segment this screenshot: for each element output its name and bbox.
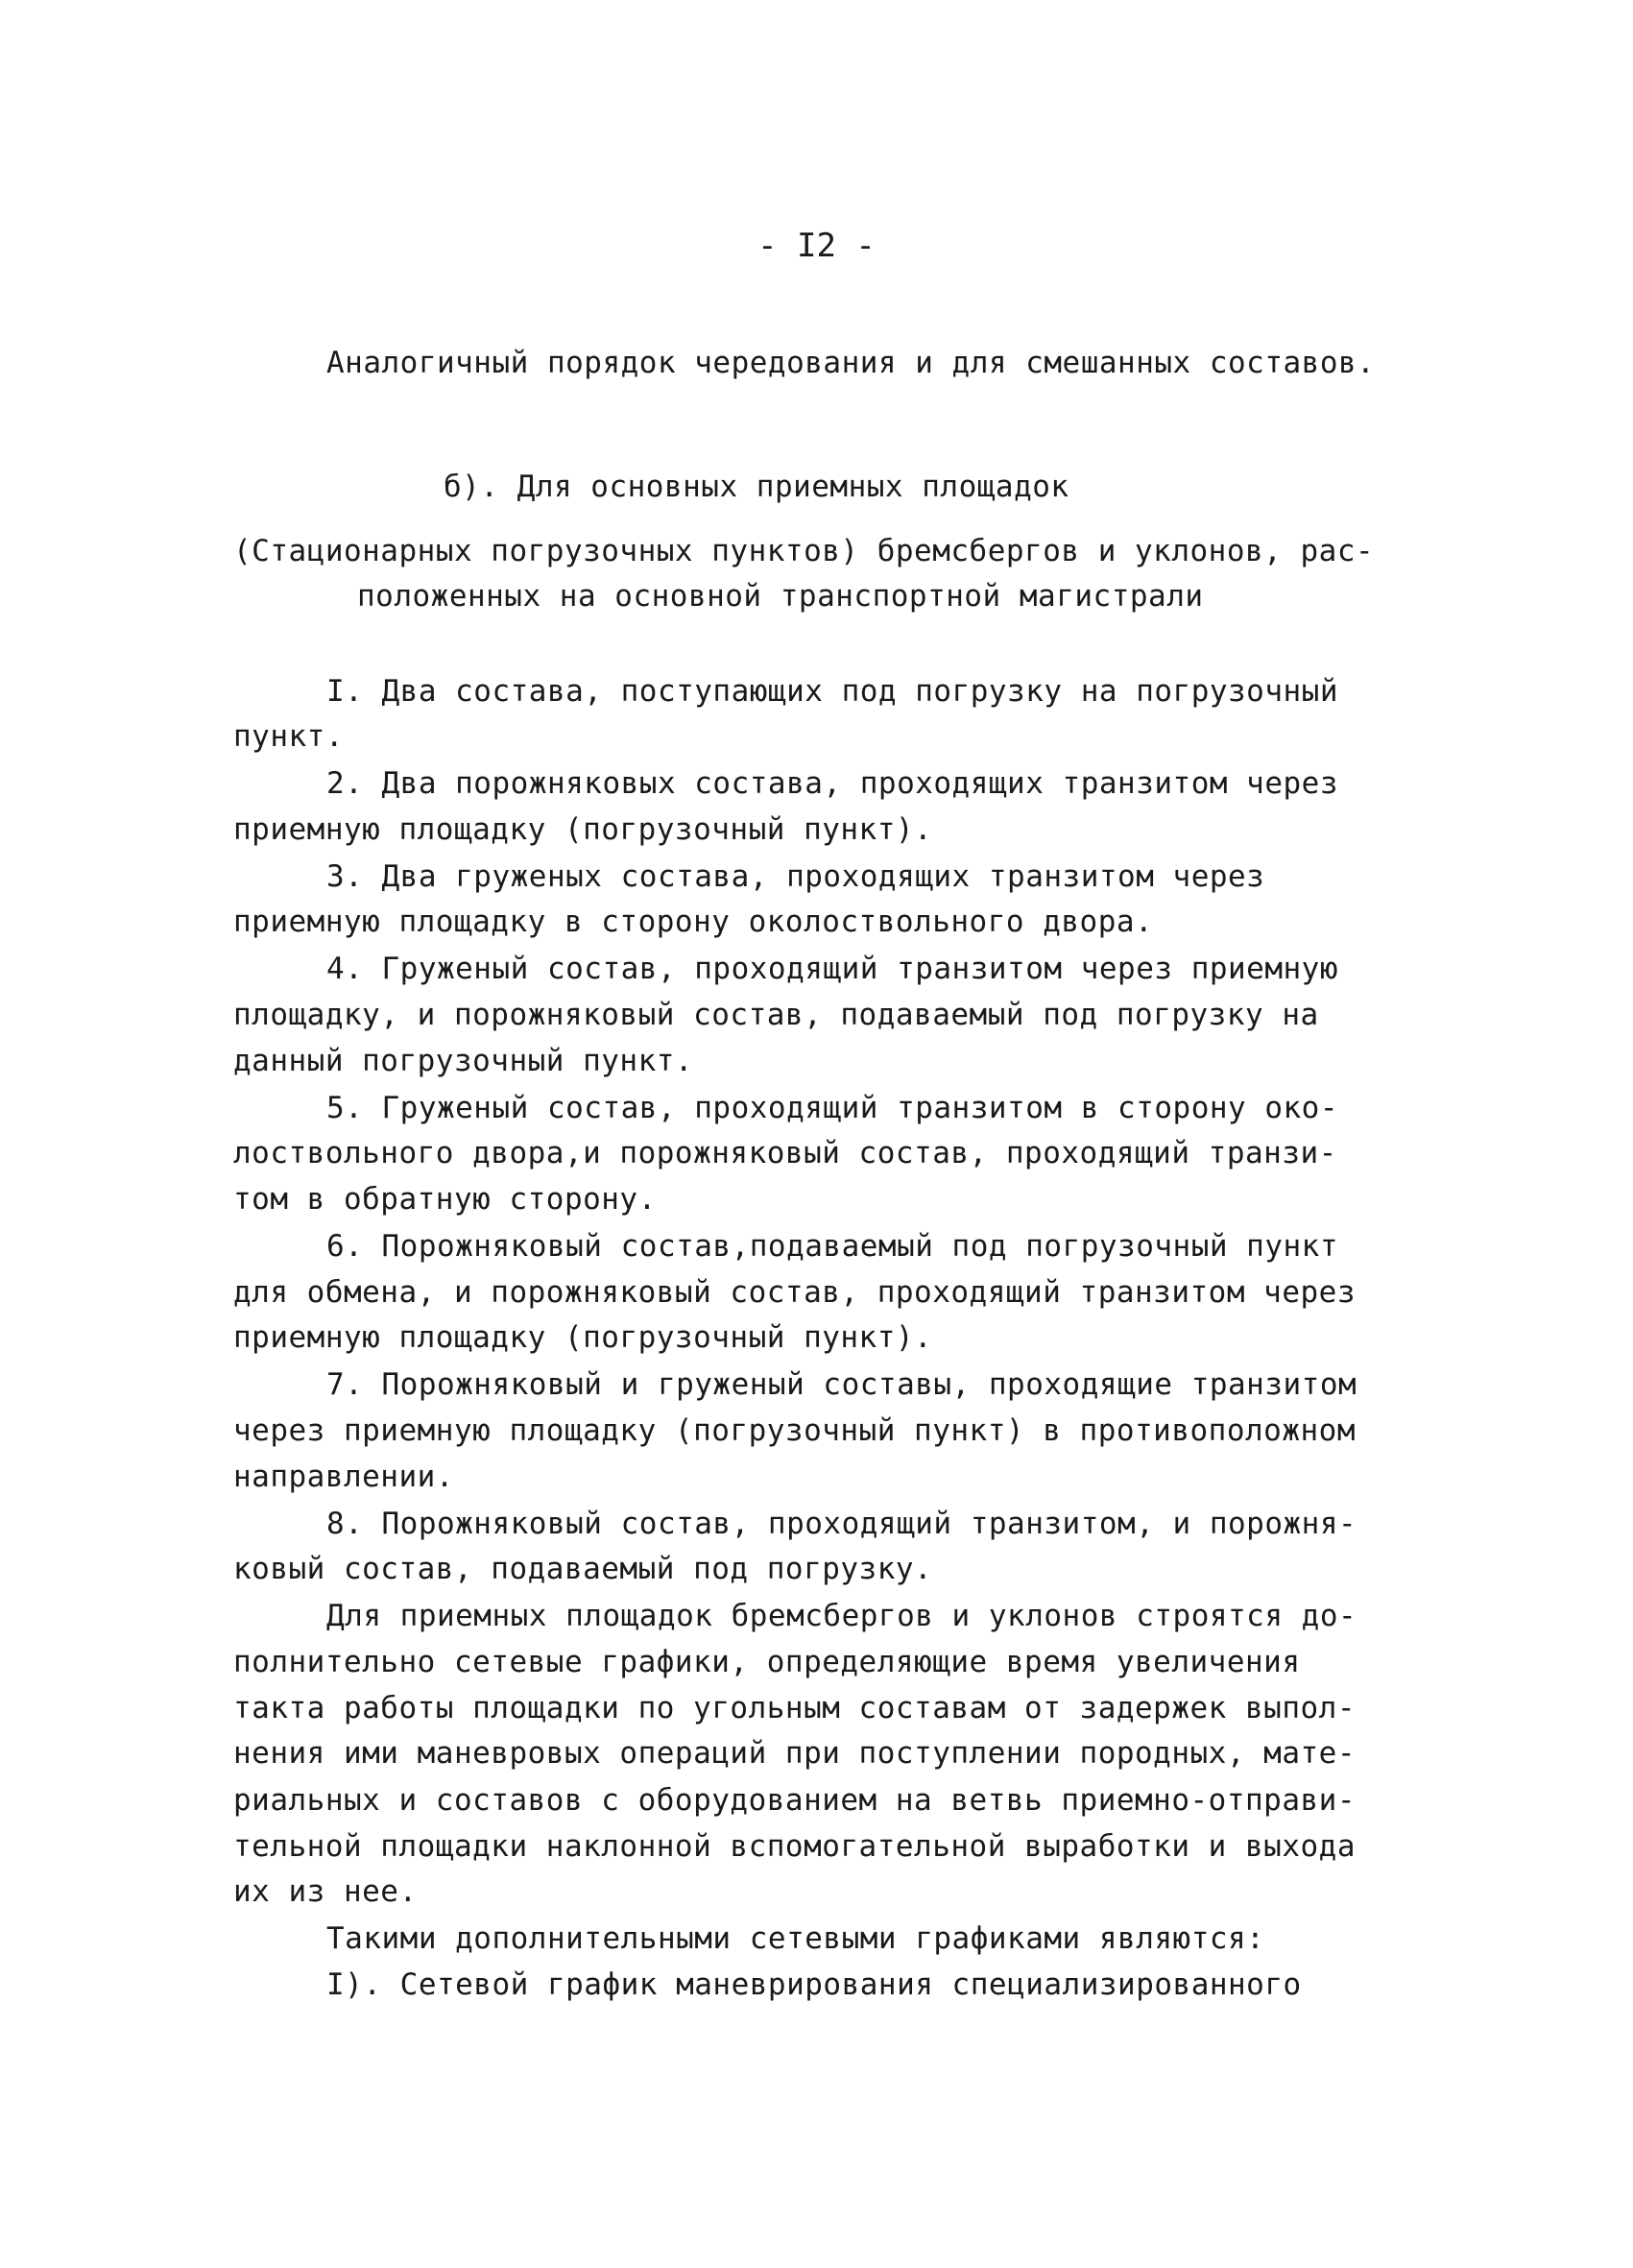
item-6-line-1: 6. Порожняковый состав,подаваемый под погрузочный пункт	[326, 1229, 1338, 1264]
item-4-line-2: площадку, и порожняковый состав, подаваемый под погрузку на	[233, 998, 1319, 1032]
item-8-line-2: ковый состав, подаваемый под погрузку.	[233, 1552, 933, 1586]
paragraph-line-7: их из нее.	[233, 1874, 418, 1909]
page-number: - I2 -	[757, 227, 876, 265]
item-8-line-1: 8. Порожняковый состав, проходящий транзитом, и порожня-	[326, 1507, 1357, 1541]
item-5-line-3: том в обратную сторону.	[233, 1182, 657, 1217]
intro-line: Аналогичный порядок чередования и для смешанных составов.	[326, 346, 1376, 380]
item-3-line-2: приемную площадку в сторону околоствольного двора.	[233, 905, 1154, 939]
paragraph-line-5: риальных и составов с оборудованием на ветвь приемно-отправи-	[233, 1783, 1356, 1818]
item-6-line-3: приемную площадку (погрузочный пункт).	[233, 1320, 933, 1355]
item-1-line-1: I. Два состава, поступающих под погрузку на погрузочный	[326, 674, 1338, 709]
item-2-line-2: приемную площадку (погрузочный пункт).	[233, 812, 933, 847]
item-2-line-1: 2. Два порожняковых состава, проходящих транзитом через	[326, 766, 1338, 801]
closing-line-2: I). Сетевой график маневрирования специализированного	[326, 1967, 1302, 2002]
item-5-line-2: лоствольного двора,и порожняковый состав, проходящий транзи-	[233, 1136, 1337, 1170]
item-4-line-1: 4. Груженый состав, проходящий транзитом через приемную	[326, 952, 1338, 986]
section-heading-line-2: (Стационарных погрузочных пунктов) бремсбергов и уклонов, рас-	[233, 534, 1375, 568]
paragraph-line-6: тельной площадки наклонной вспомогательной выработки и выхода	[233, 1829, 1356, 1864]
item-6-line-2: для обмена, и порожняковый состав, проходящий транзитом через	[233, 1275, 1356, 1310]
item-4-line-3: данный погрузочный пункт.	[233, 1044, 694, 1078]
paragraph-line-3: такта работы площадки по угольным составам от задержек выпол-	[233, 1691, 1356, 1725]
paragraph-line-4: нения ими маневровых операций при поступлении породных, мате-	[233, 1736, 1356, 1771]
item-7-line-2: через приемную площадку (погрузочный пункт) в противоположном	[233, 1413, 1356, 1448]
item-3-line-1: 3. Два груженых состава, проходящих транзитом через	[326, 859, 1265, 894]
section-heading-line-3: положенных на основной транспортной магистрали	[357, 579, 1204, 614]
paragraph-line-1: Для приемных площадок бремсбергов и уклонов строятся до-	[326, 1599, 1357, 1633]
paragraph-line-2: полнительно сетевые графики, определяющие время увеличения	[233, 1645, 1301, 1679]
item-7-line-1: 7. Порожняковый и груженый составы, проходящие транзитом	[326, 1367, 1357, 1402]
item-1-line-2: пункт.	[233, 719, 344, 754]
section-heading-line-1: б). Для основных приемных площадок	[444, 470, 1069, 504]
item-5-line-1: 5. Груженый состав, проходящий транзитом в сторону око-	[326, 1091, 1338, 1125]
item-7-line-3: направлении.	[233, 1460, 454, 1494]
closing-line-1: Такими дополнительными сетевыми графиками являются:	[326, 1921, 1265, 1956]
